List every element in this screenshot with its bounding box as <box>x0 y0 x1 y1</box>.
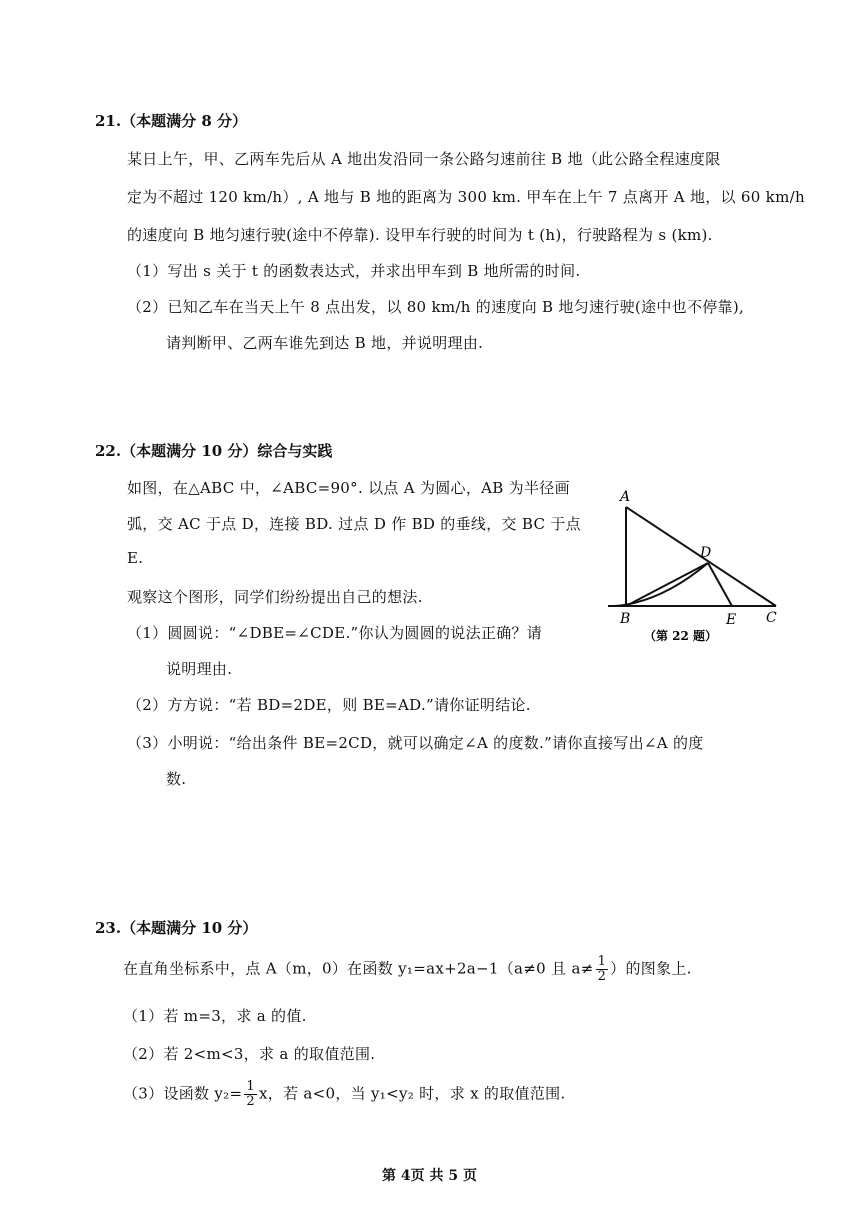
q23-intro-prefix: 在直角坐标系中，点 A（m，0）在函数 y₁=ax+2a−1（a≠0 且 a≠ <box>123 959 594 978</box>
q23-part-3-fraction <box>244 1080 257 1109</box>
q22-part-1-cont: 说明理由. <box>166 660 233 678</box>
q23-part-3-suffix: x，若 a<0，当 y₁<y₂ 时，求 x 的取值范围. <box>258 1084 566 1103</box>
fraction-numerator: 1 <box>597 954 607 969</box>
fraction-denominator: 2 <box>597 969 607 984</box>
q22-line-4: 观察这个图形，同学们纷纷提出自己的想法. <box>127 588 423 606</box>
label-e: E <box>726 612 737 628</box>
q21-part-1: （1）写出 s 关于 t 的函数表达式，并求出甲车到 B 地所需的时间. <box>127 262 581 280</box>
q23-part-2: （2）若 2<m<3，求 a 的取值范围. <box>123 1045 376 1063</box>
q21-line-3: 的速度向 B 地匀速行驶(途中不停靠). 设甲车行驶的时间为 t (h)，行驶路程为 s (km). <box>127 226 713 244</box>
q21-line-2: 定为不超过 120 km/h）, A 地与 B 地的距离为 300 km. 甲车在上午 7 点离开 A 地，以 60 km/h <box>127 188 805 206</box>
label-d: D <box>700 545 712 561</box>
q22-line-3: E. <box>127 549 144 567</box>
q22-line-2: 弧，交 AC 于点 D，连接 BD. 过点 D 作 BD 的垂线，交 BC 于点 <box>127 515 581 533</box>
fraction-denominator: 2 <box>246 1094 255 1109</box>
q21-part-2-cont: 请判断甲、乙两车谁先到达 B 地，并说明理由. <box>166 334 484 352</box>
q22-figure <box>600 485 790 650</box>
page-footer: 第 4页 共 5 页 <box>382 1168 477 1184</box>
q22-part-3-cont: 数. <box>166 770 187 788</box>
q23-header: 23.（本题满分 10 分） <box>95 919 258 937</box>
label-c: C <box>766 610 777 626</box>
q21-line-1: 某日上午，甲、乙两车先后从 A 地出发沿同一条公路匀速前往 B 地（此公路全程速度限 <box>127 150 721 168</box>
label-a: A <box>620 489 631 505</box>
q23-part-1: （1）若 m=3，求 a 的值. <box>123 1007 307 1025</box>
figure-caption: （第 22 题） <box>644 629 718 643</box>
q22-part-1: （1）圆圆说：“∠DBE=∠CDE.”你认为圆圆的说法正确？请 <box>127 624 543 642</box>
q21-part-2: （2）已知乙车在当天上午 8 点出发，以 80 km/h 的速度向 B 地匀速行驶(途中也不停靠), <box>127 298 745 316</box>
q21-header: 21.（本题满分 8 分） <box>95 112 247 130</box>
q23-intro <box>123 955 692 984</box>
q22-part-2: （2）方方说：“若 BD=2DE，则 BE=AD.”请你证明结论. <box>127 696 531 714</box>
q23-part-3 <box>123 1080 565 1109</box>
q23-intro-fraction <box>596 955 609 984</box>
q23-intro-suffix: ）的图象上. <box>610 959 692 978</box>
q22-line-1: 如图，在△ABC 中，∠ABC=90°. 以点 A 为圆心，AB 为半径画 <box>127 479 570 497</box>
q22-part-3: （3）小明说：“给出条件 BE=2CD，就可以确定∠A 的度数.”请你直接写出∠A 的度 <box>127 734 704 752</box>
q23-part-3-prefix: （3）设函数 y₂= <box>123 1084 243 1103</box>
label-b: B <box>620 611 631 627</box>
fraction-numerator: 1 <box>246 1079 255 1094</box>
line-bd <box>626 563 708 606</box>
q22-header: 22.（本题满分 10 分）综合与实践 <box>95 442 333 460</box>
